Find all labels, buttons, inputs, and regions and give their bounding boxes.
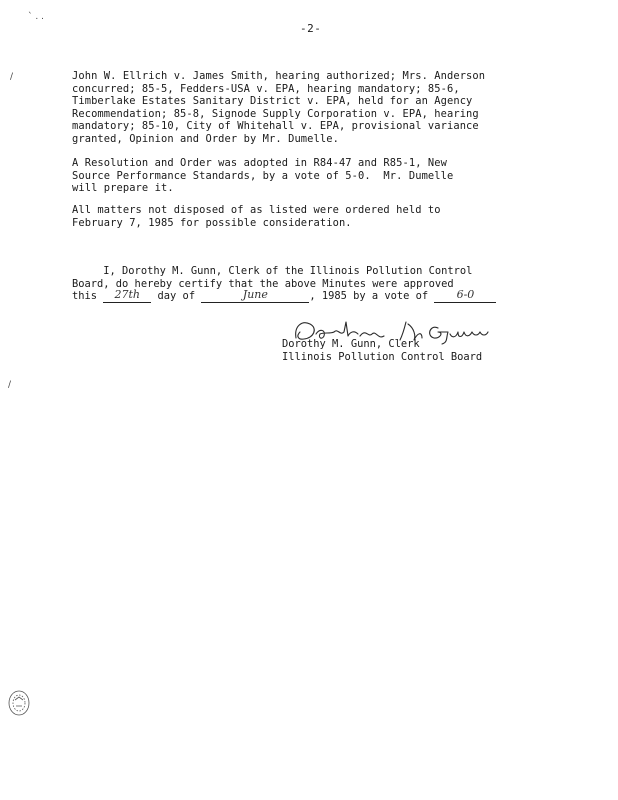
seal-stamp-icon: [6, 688, 32, 718]
margin-check-mark-lower: ∕: [8, 380, 12, 390]
certification-text-this: this: [72, 290, 104, 302]
certification-line-1: I, Dorothy M. Gunn, Clerk of the Illinois Pollution Control: [72, 265, 473, 277]
clerk-certification: [72, 265, 552, 303]
handwritten-month: June: [242, 288, 268, 301]
signature-printed-name: [282, 338, 482, 363]
month-blank: [201, 290, 309, 303]
page-number: -2-: [300, 22, 322, 35]
certification-line-2: Board, do hereby certify that the above Minutes were approved: [72, 277, 454, 290]
certification-line-3: [72, 290, 552, 303]
certification-text-year-vote: , 1985 by a vote of: [309, 290, 435, 302]
clerk-name-line: Dorothy M. Gunn, Clerk: [282, 338, 420, 350]
certification-text-day-of: day of: [151, 290, 202, 302]
day-blank: [103, 290, 151, 303]
margin-speck-mark: ` . .: [28, 12, 44, 22]
minutes-paragraph-held-matters: All matters not disposed of as listed were ordered held to February 7, 1985 for possible consideration.: [72, 204, 441, 229]
handwritten-day: 27th: [114, 288, 141, 301]
handwritten-vote: 6-0: [456, 288, 475, 301]
margin-check-mark: ∕: [10, 72, 14, 82]
minutes-paragraph-cases: John W. Ellrich v. James Smith, hearing authorized; Mrs. Anderson concurred; 85-5, Fedders-USA v. EPA, hearing mandatory; 85-6, Timberlake Estates Sanitary District v. EPA, held for an Agency Recommendation; 85-8, Signode Supply Corporation v. EPA, hearing mandatory; 85-10, City of Whitehall v. EPA, provisional variance granted, Opinion and Order by Mr. Dumelle.: [72, 70, 486, 145]
board-name-line: Illinois Pollution Control Board: [282, 350, 483, 363]
vote-blank: [434, 290, 496, 303]
minutes-paragraph-resolution: A Resolution and Order was adopted in R84-47 and R85-1, New Source Performance Standards, by a vote of 5-0. Mr. Dumelle will prepare it.: [72, 157, 454, 194]
